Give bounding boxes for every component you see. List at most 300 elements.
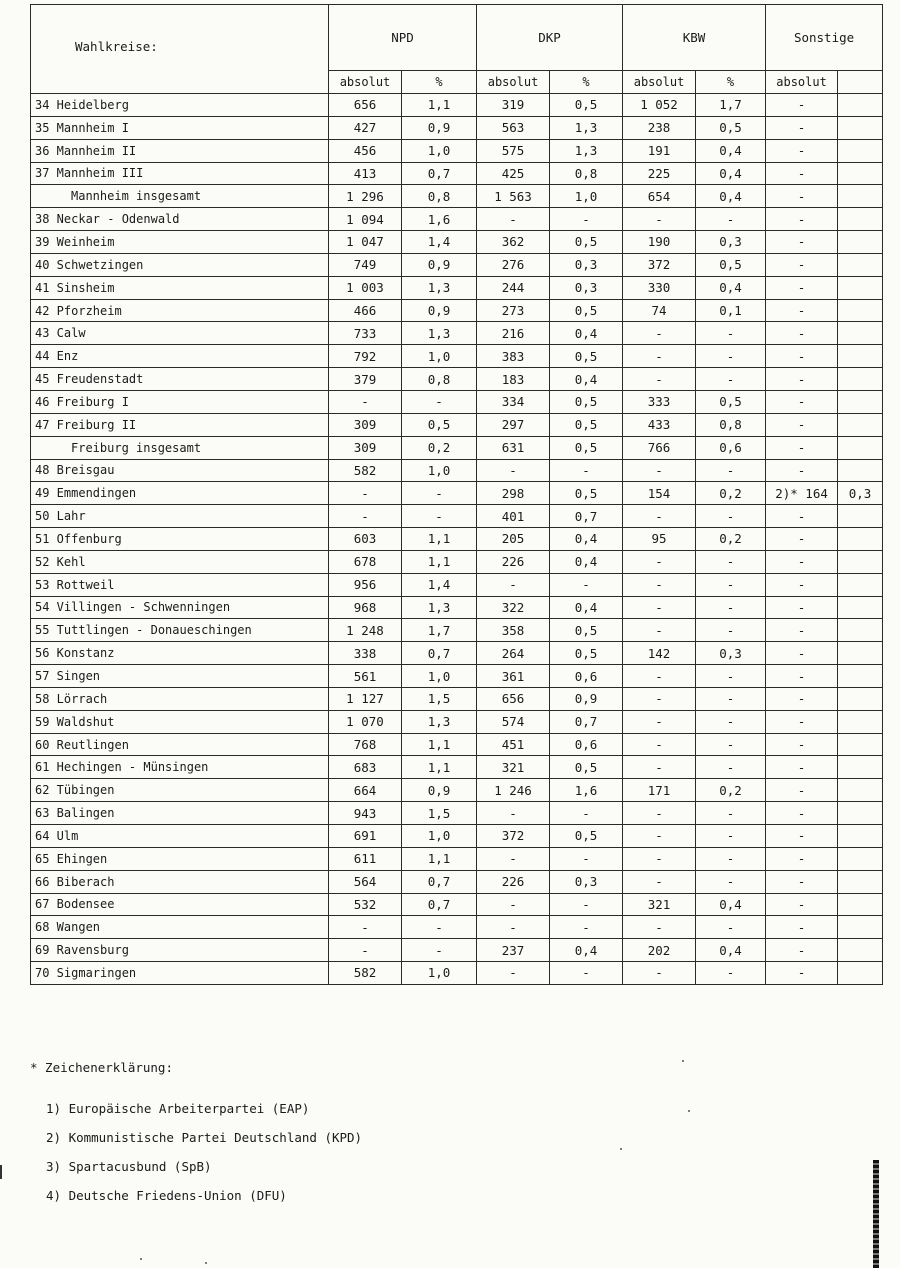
table-row — [31, 573, 883, 596]
kbw-percent: - — [696, 916, 766, 939]
dkp-absolut: 575 — [477, 139, 550, 162]
district-name: 51 Offenburg — [31, 528, 329, 551]
dkp-absolut: 226 — [477, 870, 550, 893]
kbw-absolut: 190 — [623, 231, 696, 254]
npd-percent: 0,8 — [402, 368, 477, 391]
dkp-absolut: 183 — [477, 368, 550, 391]
dkp-percent: 0,4 — [550, 322, 623, 345]
npd-percent: 1,1 — [402, 847, 477, 870]
dkp-absolut: - — [477, 802, 550, 825]
sonstige-absolut: - — [766, 528, 838, 551]
sonstige-percent — [838, 779, 883, 802]
kbw-percent: - — [696, 962, 766, 985]
kbw-absolut: - — [623, 962, 696, 985]
npd-percent: 0,2 — [402, 436, 477, 459]
kbw-absolut: - — [623, 687, 696, 710]
kbw-absolut: 333 — [623, 390, 696, 413]
kbw-percent: - — [696, 505, 766, 528]
district-name: 50 Lahr — [31, 505, 329, 528]
dkp-percent: 0,6 — [550, 665, 623, 688]
kbw-percent: 0,4 — [696, 893, 766, 916]
kbw-absolut: - — [623, 619, 696, 642]
npd-percent: 1,0 — [402, 139, 477, 162]
dkp-percent: 0,4 — [550, 550, 623, 573]
npd-percent: - — [402, 916, 477, 939]
sonstige-absolut: - — [766, 322, 838, 345]
dkp-absolut: 451 — [477, 733, 550, 756]
npd-percent: - — [402, 482, 477, 505]
npd-percent: 1,3 — [402, 322, 477, 345]
kbw-absolut: - — [623, 710, 696, 733]
sonstige-absolut: - — [766, 276, 838, 299]
sonstige-absolut: - — [766, 596, 838, 619]
sonstige-percent — [838, 322, 883, 345]
kbw-absolut: 321 — [623, 893, 696, 916]
kbw-absolut: 372 — [623, 253, 696, 276]
dkp-percent: 0,6 — [550, 733, 623, 756]
subheader-absolut: absolut — [766, 71, 838, 94]
dkp-absolut: 322 — [477, 596, 550, 619]
kbw-absolut: - — [623, 870, 696, 893]
table-row — [31, 436, 883, 459]
sonstige-percent — [838, 710, 883, 733]
npd-absolut: 532 — [329, 893, 402, 916]
npd-percent: 1,0 — [402, 665, 477, 688]
district-name: 56 Konstanz — [31, 642, 329, 665]
dkp-absolut: 656 — [477, 687, 550, 710]
district-name: 60 Reutlingen — [31, 733, 329, 756]
dkp-percent: 0,5 — [550, 299, 623, 322]
kbw-percent: - — [696, 368, 766, 391]
kbw-percent: 0,2 — [696, 779, 766, 802]
dkp-absolut: 244 — [477, 276, 550, 299]
sonstige-percent — [838, 916, 883, 939]
kbw-absolut: - — [623, 596, 696, 619]
kbw-absolut: 1 052 — [623, 94, 696, 117]
kbw-absolut: 191 — [623, 139, 696, 162]
sonstige-percent — [838, 94, 883, 117]
dkp-absolut: 372 — [477, 825, 550, 848]
district-name: 40 Schwetzingen — [31, 253, 329, 276]
sonstige-percent — [838, 893, 883, 916]
npd-absolut: 413 — [329, 162, 402, 185]
npd-percent: 0,9 — [402, 253, 477, 276]
election-results-table — [30, 4, 883, 985]
kbw-percent: 0,3 — [696, 642, 766, 665]
dkp-absolut: 319 — [477, 94, 550, 117]
table-row — [31, 299, 883, 322]
npd-percent: 1,3 — [402, 596, 477, 619]
dkp-absolut: 401 — [477, 505, 550, 528]
sonstige-absolut: - — [766, 893, 838, 916]
dkp-absolut: 1 246 — [477, 779, 550, 802]
sonstige-absolut: - — [766, 208, 838, 231]
sonstige-percent — [838, 368, 883, 391]
sonstige-absolut: - — [766, 939, 838, 962]
sonstige-absolut: - — [766, 847, 838, 870]
table-row — [31, 185, 883, 208]
table-row — [31, 687, 883, 710]
kbw-percent: - — [696, 459, 766, 482]
npd-percent: 0,7 — [402, 870, 477, 893]
sonstige-percent — [838, 390, 883, 413]
sonstige-absolut: - — [766, 779, 838, 802]
dkp-percent: 0,4 — [550, 939, 623, 962]
kbw-absolut: 225 — [623, 162, 696, 185]
sonstige-absolut: - — [766, 825, 838, 848]
kbw-absolut: - — [623, 847, 696, 870]
npd-absolut: 309 — [329, 436, 402, 459]
sonstige-absolut: - — [766, 116, 838, 139]
dkp-percent: 0,5 — [550, 619, 623, 642]
district-name: 65 Ehingen — [31, 847, 329, 870]
sonstige-absolut: - — [766, 459, 838, 482]
dkp-absolut: 237 — [477, 939, 550, 962]
npd-absolut: 1 070 — [329, 710, 402, 733]
npd-absolut: 1 248 — [329, 619, 402, 642]
dkp-percent: 0,5 — [550, 436, 623, 459]
sonstige-percent — [838, 550, 883, 573]
table-row — [31, 756, 883, 779]
kbw-absolut: - — [623, 756, 696, 779]
npd-percent: 0,5 — [402, 413, 477, 436]
table-row — [31, 390, 883, 413]
scan-speck — [205, 1262, 207, 1264]
dkp-absolut: 264 — [477, 642, 550, 665]
dkp-percent: - — [550, 573, 623, 596]
district-name: 49 Emmendingen — [31, 482, 329, 505]
sonstige-absolut: - — [766, 870, 838, 893]
dkp-percent: 1,3 — [550, 116, 623, 139]
table-row — [31, 116, 883, 139]
district-name: 59 Waldshut — [31, 710, 329, 733]
sonstige-absolut: - — [766, 665, 838, 688]
party-header-sonstige: Sonstige — [766, 5, 883, 71]
subheader-absolut: absolut — [329, 71, 402, 94]
district-name: 57 Singen — [31, 665, 329, 688]
dkp-absolut: 383 — [477, 345, 550, 368]
party-header-row — [31, 5, 883, 71]
dkp-percent: 0,5 — [550, 642, 623, 665]
npd-absolut: 683 — [329, 756, 402, 779]
dkp-absolut: - — [477, 459, 550, 482]
district-name: 63 Balingen — [31, 802, 329, 825]
district-name: 48 Breisgau — [31, 459, 329, 482]
district-name: 35 Mannheim I — [31, 116, 329, 139]
subheader-percent: % — [402, 71, 477, 94]
table-row — [31, 710, 883, 733]
dkp-absolut: 321 — [477, 756, 550, 779]
dkp-absolut: 631 — [477, 436, 550, 459]
kbw-percent: - — [696, 208, 766, 231]
kbw-absolut: - — [623, 573, 696, 596]
kbw-percent: - — [696, 710, 766, 733]
legend-item: 1) Europäische Arbeiterpartei (EAP) — [46, 1101, 310, 1116]
kbw-percent: 0,5 — [696, 116, 766, 139]
district-name: 52 Kehl — [31, 550, 329, 573]
sonstige-absolut: - — [766, 345, 838, 368]
district-name: 36 Mannheim II — [31, 139, 329, 162]
npd-percent: 1,1 — [402, 528, 477, 551]
sonstige-absolut: - — [766, 550, 838, 573]
npd-percent: - — [402, 505, 477, 528]
table-row — [31, 162, 883, 185]
subheader-percent: % — [550, 71, 623, 94]
kbw-absolut: 238 — [623, 116, 696, 139]
dkp-absolut: - — [477, 916, 550, 939]
dkp-percent: 0,9 — [550, 687, 623, 710]
dkp-percent: - — [550, 893, 623, 916]
sonstige-absolut: - — [766, 299, 838, 322]
npd-percent: 1,5 — [402, 802, 477, 825]
district-name: 62 Tübingen — [31, 779, 329, 802]
table-row — [31, 253, 883, 276]
npd-absolut: 1 047 — [329, 231, 402, 254]
kbw-percent: 0,6 — [696, 436, 766, 459]
npd-absolut: 1 003 — [329, 276, 402, 299]
table-row — [31, 368, 883, 391]
npd-absolut: 943 — [329, 802, 402, 825]
kbw-absolut: - — [623, 825, 696, 848]
sonstige-absolut: - — [766, 687, 838, 710]
sonstige-percent — [838, 231, 883, 254]
sonstige-percent — [838, 162, 883, 185]
scan-speck — [682, 1060, 684, 1062]
sonstige-absolut: - — [766, 573, 838, 596]
sonstige-absolut: - — [766, 231, 838, 254]
npd-absolut: 582 — [329, 962, 402, 985]
kbw-percent: 0,2 — [696, 482, 766, 505]
dkp-absolut: 574 — [477, 710, 550, 733]
district-name: 34 Heidelberg — [31, 94, 329, 117]
npd-percent: 0,7 — [402, 893, 477, 916]
dkp-percent: 1,6 — [550, 779, 623, 802]
kbw-percent: - — [696, 802, 766, 825]
kbw-percent: 0,2 — [696, 528, 766, 551]
sonstige-percent — [838, 847, 883, 870]
table-row — [31, 139, 883, 162]
sonstige-absolut: - — [766, 962, 838, 985]
kbw-absolut: - — [623, 459, 696, 482]
dkp-absolut: 276 — [477, 253, 550, 276]
table-row — [31, 345, 883, 368]
dkp-percent: 0,5 — [550, 756, 623, 779]
kbw-percent: 0,4 — [696, 139, 766, 162]
sonstige-absolut: - — [766, 733, 838, 756]
scan-speck — [140, 1258, 142, 1260]
kbw-absolut: 95 — [623, 528, 696, 551]
dkp-percent: 0,5 — [550, 345, 623, 368]
sonstige-absolut: - — [766, 436, 838, 459]
district-name: 68 Wangen — [31, 916, 329, 939]
npd-percent: 1,0 — [402, 459, 477, 482]
scan-binding-strip — [873, 1160, 879, 1268]
table-row — [31, 231, 883, 254]
dkp-percent: 0,3 — [550, 870, 623, 893]
npd-percent: 0,9 — [402, 116, 477, 139]
npd-absolut: 664 — [329, 779, 402, 802]
table-row — [31, 870, 883, 893]
sonstige-absolut: - — [766, 916, 838, 939]
table-row — [31, 276, 883, 299]
npd-percent: 1,4 — [402, 231, 477, 254]
table-row — [31, 962, 883, 985]
sonstige-percent — [838, 802, 883, 825]
sonstige-absolut: - — [766, 185, 838, 208]
kbw-absolut: - — [623, 345, 696, 368]
legend-item: 4) Deutsche Friedens-Union (DFU) — [46, 1188, 287, 1203]
npd-absolut: 1 127 — [329, 687, 402, 710]
npd-percent: 0,7 — [402, 162, 477, 185]
district-name: 58 Lörrach — [31, 687, 329, 710]
sonstige-absolut: - — [766, 505, 838, 528]
kbw-percent: 0,4 — [696, 276, 766, 299]
kbw-percent: - — [696, 619, 766, 642]
sonstige-percent — [838, 139, 883, 162]
district-name: 53 Rottweil — [31, 573, 329, 596]
district-name: 37 Mannheim III — [31, 162, 329, 185]
district-name: 61 Hechingen - Münsingen — [31, 756, 329, 779]
kbw-percent: 0,5 — [696, 253, 766, 276]
dkp-percent: 0,7 — [550, 505, 623, 528]
table-row — [31, 916, 883, 939]
kbw-absolut: 74 — [623, 299, 696, 322]
sonstige-percent — [838, 253, 883, 276]
kbw-percent: 0,1 — [696, 299, 766, 322]
sonstige-absolut: - — [766, 390, 838, 413]
table-row — [31, 413, 883, 436]
npd-percent: 1,1 — [402, 94, 477, 117]
dkp-percent: - — [550, 847, 623, 870]
party-header-kbw: KBW — [623, 5, 766, 71]
dkp-percent: 0,4 — [550, 528, 623, 551]
dkp-percent: 0,5 — [550, 825, 623, 848]
dkp-absolut: 297 — [477, 413, 550, 436]
kbw-percent: 1,7 — [696, 94, 766, 117]
npd-absolut: - — [329, 482, 402, 505]
table-row — [31, 779, 883, 802]
sonstige-percent — [838, 208, 883, 231]
kbw-percent: 0,4 — [696, 185, 766, 208]
dkp-percent: 1,0 — [550, 185, 623, 208]
district-name: 64 Ulm — [31, 825, 329, 848]
sonstige-percent — [838, 528, 883, 551]
dkp-absolut: 361 — [477, 665, 550, 688]
kbw-absolut: - — [623, 505, 696, 528]
kbw-absolut: - — [623, 550, 696, 573]
dkp-percent: 0,7 — [550, 710, 623, 733]
sonstige-percent — [838, 436, 883, 459]
kbw-percent: 0,5 — [696, 390, 766, 413]
npd-absolut: - — [329, 390, 402, 413]
district-name: 45 Freudenstadt — [31, 368, 329, 391]
dkp-absolut: 273 — [477, 299, 550, 322]
npd-percent: 1,1 — [402, 550, 477, 573]
npd-absolut: 768 — [329, 733, 402, 756]
table-row — [31, 619, 883, 642]
npd-percent: 1,0 — [402, 962, 477, 985]
kbw-absolut: 654 — [623, 185, 696, 208]
legend-item: 3) Spartacusbund (SpB) — [46, 1159, 212, 1174]
sonstige-absolut: - — [766, 253, 838, 276]
kbw-percent: - — [696, 596, 766, 619]
sonstige-percent — [838, 573, 883, 596]
npd-absolut: 656 — [329, 94, 402, 117]
kbw-percent: 0,3 — [696, 231, 766, 254]
dkp-absolut: - — [477, 847, 550, 870]
kbw-percent: - — [696, 665, 766, 688]
district-name: 38 Neckar - Odenwald — [31, 208, 329, 231]
sonstige-percent — [838, 939, 883, 962]
sonstige-percent — [838, 596, 883, 619]
npd-absolut: 456 — [329, 139, 402, 162]
scan-speck — [688, 1110, 690, 1112]
dkp-percent: 0,5 — [550, 482, 623, 505]
district-name: 39 Weinheim — [31, 231, 329, 254]
sonstige-percent — [838, 413, 883, 436]
party-header-npd: NPD — [329, 5, 477, 71]
npd-absolut: 733 — [329, 322, 402, 345]
district-name: 46 Freiburg I — [31, 390, 329, 413]
district-name: 67 Bodensee — [31, 893, 329, 916]
district-name: Freiburg insgesamt — [31, 436, 329, 459]
dkp-absolut: - — [477, 962, 550, 985]
table-row — [31, 642, 883, 665]
sonstige-percent — [838, 505, 883, 528]
sonstige-percent — [838, 619, 883, 642]
npd-percent: 1,0 — [402, 825, 477, 848]
npd-percent: 0,8 — [402, 185, 477, 208]
dkp-absolut: 425 — [477, 162, 550, 185]
sonstige-absolut: - — [766, 162, 838, 185]
sonstige-absolut: - — [766, 94, 838, 117]
sonstige-percent — [838, 299, 883, 322]
npd-absolut: 611 — [329, 847, 402, 870]
sonstige-absolut: 2)* 164 — [766, 482, 838, 505]
table-body — [31, 94, 883, 985]
sonstige-percent — [838, 825, 883, 848]
dkp-absolut: 334 — [477, 390, 550, 413]
kbw-absolut: - — [623, 368, 696, 391]
district-column-header: Wahlkreise: — [31, 5, 329, 94]
sonstige-percent — [838, 687, 883, 710]
kbw-percent: - — [696, 322, 766, 345]
npd-absolut: 338 — [329, 642, 402, 665]
kbw-percent: 0,4 — [696, 162, 766, 185]
sonstige-absolut: - — [766, 368, 838, 391]
subheader-percent — [838, 71, 883, 94]
kbw-absolut: 330 — [623, 276, 696, 299]
npd-absolut: 466 — [329, 299, 402, 322]
district-name: 69 Ravensburg — [31, 939, 329, 962]
table-row — [31, 733, 883, 756]
district-name: 44 Enz — [31, 345, 329, 368]
legend — [30, 1060, 630, 1217]
dkp-percent: 0,5 — [550, 390, 623, 413]
kbw-absolut: - — [623, 916, 696, 939]
kbw-percent: - — [696, 733, 766, 756]
table-row — [31, 482, 883, 505]
sonstige-absolut: - — [766, 756, 838, 779]
sonstige-percent — [838, 962, 883, 985]
npd-absolut: 968 — [329, 596, 402, 619]
district-name: 42 Pforzheim — [31, 299, 329, 322]
sonstige-percent — [838, 185, 883, 208]
dkp-absolut: 1 563 — [477, 185, 550, 208]
scan-speck — [620, 1148, 622, 1150]
kbw-absolut: 433 — [623, 413, 696, 436]
subheader-absolut: absolut — [477, 71, 550, 94]
